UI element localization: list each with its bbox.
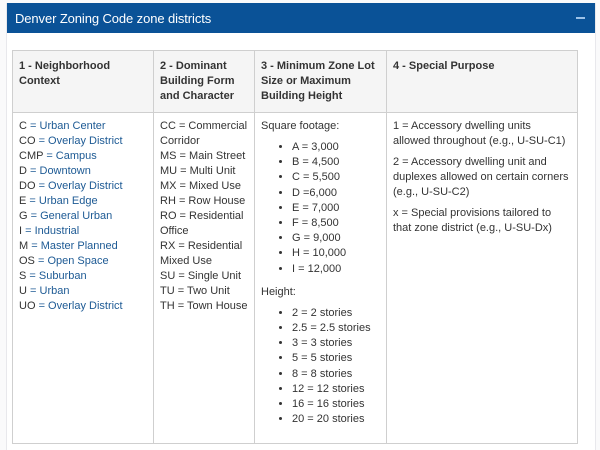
list-item: DO = Overlay District [19,180,123,192]
list-item: • 20 = 20 stories [292,412,380,427]
context-link: = Overlay District [38,300,123,312]
list-item: • 2 = 2 stories [292,306,380,321]
list-item: 1 = Accessory dwelling units allowed throughout (e.g., U-SU-C1) [393,120,566,147]
list-item: MX = Mixed Use [160,180,241,192]
table-header-row [13,51,578,113]
context-link: = Urban Center [30,120,106,132]
minus-icon[interactable] [576,17,585,19]
special-purpose-cell [387,113,578,444]
context-link: = Urban [30,285,70,297]
list-item: S = Suburban [19,270,87,282]
context-link: = Open Space [37,255,109,267]
list-item: • 3 = 3 stories [292,336,380,351]
column-header: 4 - Special Purpose [387,51,578,113]
list-item: M = Master Planned [19,240,118,252]
context-link: = Urban Edge [29,195,98,207]
zone-districts-table [12,50,578,444]
context-link: = Overlay District [38,135,123,147]
context-link: = Overlay District [38,180,123,192]
list-item: G = General Urban [19,210,113,222]
height-label: Height: [261,285,296,298]
context-link: = Industrial [25,225,80,237]
list-item: E = Urban Edge [19,195,98,207]
list-item: C = Urban Center [19,120,106,132]
list-item: MU = Multi Unit [160,165,236,177]
table-row [13,113,578,444]
list-item: CMP = Campus [19,150,97,162]
list-item: • 2.5 = 2.5 stories [292,321,380,336]
list-item: RH = Row House [160,195,246,207]
list-item: UO = Overlay District [19,300,123,312]
height-list [261,306,380,428]
list-item: • 5 = 5 stories [292,351,380,366]
list-item: • B = 4,500 [292,155,380,170]
list-item: OS = Open Space [19,255,109,267]
list-item: TU = Two Unit [160,285,230,297]
list-item: • A = 3,000 [292,140,380,155]
column-header: 3 - Minimum Zone Lot Size or Maximum Building Height [255,51,387,113]
list-item: • F = 8,500 [292,216,380,231]
list-item: RO = Residential Office [160,210,244,237]
list-item: • H = 10,000 [292,246,380,261]
list-item: • 16 = 16 stories [292,397,380,412]
square-footage-label: Square footage: [261,120,340,132]
square-footage-list [261,140,380,277]
column-header: 1 - Neighborhood Context [13,51,154,113]
context-link: = Master Planned [31,240,118,252]
list-item: • 8 = 8 stories [292,367,380,382]
list-item: • E = 7,000 [292,201,380,216]
context-link: = Downtown [30,165,91,177]
accordion-header[interactable] [7,3,595,33]
list-item: CO = Overlay District [19,135,123,147]
context-link: = Suburban [29,270,87,282]
list-item: RX = Residential Mixed Use [160,240,243,267]
list-item: • I = 12,000 [292,262,380,277]
list-item: • C = 5,500 [292,170,380,185]
list-item: MS = Main Street [160,150,246,162]
context-link: = General Urban [30,210,113,222]
list-item: CC = Commercial Corridor [160,120,248,147]
list-item: D = Downtown [19,165,91,177]
list-item: • D =6,000 [292,186,380,201]
lot-size-height-cell [255,113,387,444]
list-item: U = Urban [19,285,70,297]
building-form-cell [154,113,255,444]
context-link: = Campus [46,150,97,162]
accordion-title: Denver Zoning Code zone districts [15,10,212,26]
list-item: I = Industrial [19,225,80,237]
list-item: TH = Town House [160,300,248,312]
list-item: SU = Single Unit [160,270,242,282]
column-header: 2 - Dominant Building Form and Character [154,51,255,113]
neighborhood-context-cell [13,113,154,444]
list-item: 2 = Accessory dwelling unit and duplexes allowed on certain corners (e.g., U-SU-C2) [393,156,569,198]
list-item: x = Special provisions tailored to that zone district (e.g., U-SU-Dx) [393,207,552,234]
list-item: • 12 = 12 stories [292,382,380,397]
list-item: • G = 9,000 [292,231,380,246]
